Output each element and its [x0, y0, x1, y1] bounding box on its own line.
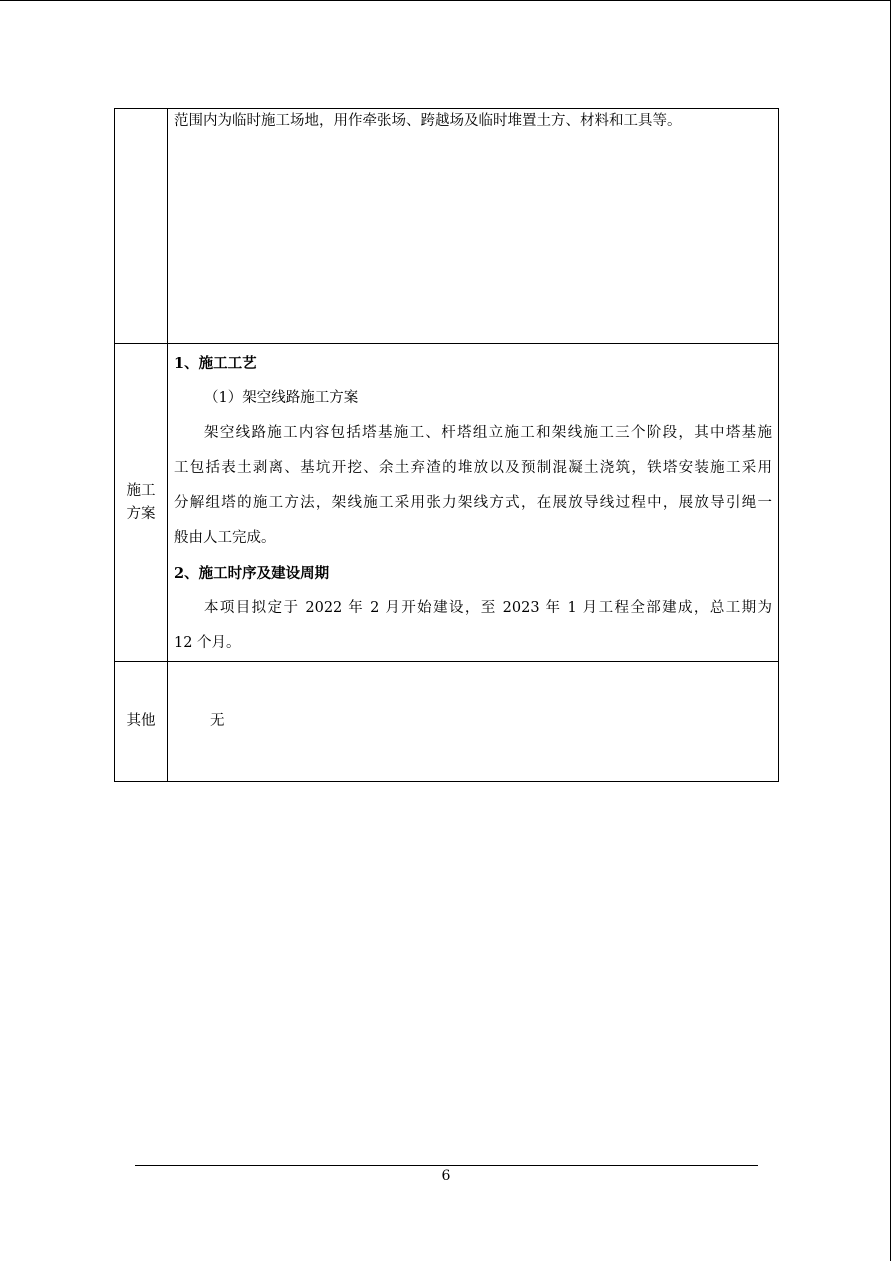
paragraph-line: 12 个月。 — [174, 635, 241, 651]
paragraph-line: 般由人工完成。 — [174, 530, 276, 546]
continued-text: 范围内为临时施工场地，用作牵张场、跨越场及临时堆置土方、材料和工具等。 — [174, 113, 682, 129]
row-label-construction-plan — [115, 344, 168, 662]
row-content — [168, 109, 779, 344]
paragraph-line: 本项目拟定于 2022 年 2 月开始建设，至 2023 年 1 月工程全部建成，总工期为 — [204, 600, 772, 616]
table-row — [115, 109, 779, 344]
other-value: 无 — [210, 713, 225, 729]
label-line: 方案 — [126, 505, 156, 522]
construction-info-table — [114, 108, 779, 782]
table-row — [115, 344, 779, 662]
row-label-other: 其他 — [115, 662, 168, 782]
page-number: 6 — [441, 1168, 451, 1184]
row-label-empty — [115, 109, 168, 344]
row-content — [168, 662, 779, 782]
paragraph-line: 架空线路施工内容包括塔基施工、杆塔组立施工和架线施工三个阶段，其中塔基施 — [204, 425, 772, 441]
footer-divider — [135, 1165, 758, 1166]
row-content — [168, 344, 779, 662]
label-line: 施工 — [126, 482, 156, 499]
table-row — [115, 662, 779, 782]
section-heading: 1、施工工艺 — [174, 355, 257, 372]
paragraph-line: 工包括表土剥离、基坑开挖、余土弃渣的堆放以及预制混凝土浇筑，铁塔安装施工采用 — [174, 460, 772, 476]
sub-heading: （1）架空线路施工方案 — [204, 390, 359, 406]
section-heading: 2、施工时序及建设周期 — [174, 565, 330, 582]
paragraph-line: 分解组塔的施工方法，架线施工采用张力架线方式，在展放导线过程中，展放导引绳一 — [174, 495, 772, 511]
